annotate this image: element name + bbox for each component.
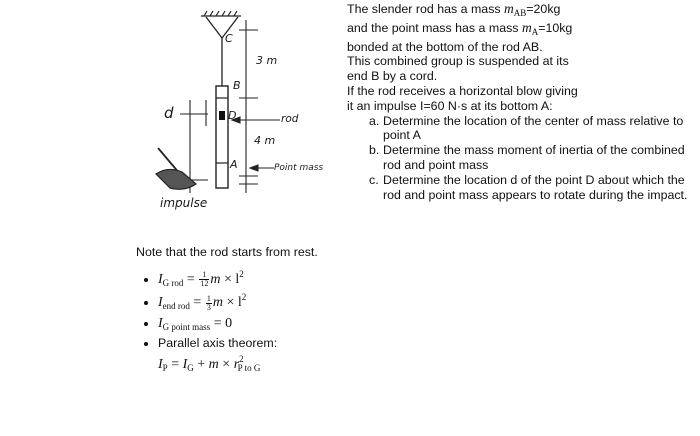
label-d-distance: d (164, 104, 174, 122)
label-d-point: D (228, 109, 237, 122)
formula-i-g-point-mass: • $I_{G point mass} = 0$ (158, 316, 496, 332)
cord (206, 17, 238, 86)
problem-statement (347, 2, 697, 202)
problem-line-4: This combined group is suspended at its (347, 54, 569, 69)
label-three-m: 3 m (256, 54, 278, 67)
point-mass-arrow (250, 165, 274, 171)
rod-arrow (232, 117, 280, 123)
problem-line-5: end B by a cord. (347, 69, 438, 84)
formula-i-g-rod: • $I_{G rod}$ = $\frac{1}{12}$ $m \times l^2$ (158, 269, 496, 288)
problem-line-7: it an impulse I=60 N·s at its bottom A: (347, 98, 553, 113)
problem-line-2: and the point mass has a mass $m_A=10kg$ (347, 19, 573, 37)
point-d-marker (219, 111, 225, 120)
label-four-m: 4 m (254, 134, 276, 147)
ceiling-support (201, 11, 241, 16)
problem-line-6: If the rod receives a horizontal blow giving (347, 83, 578, 98)
question-c: c. Determine the location d of the point D about which the rod and point mass appears to rotate during the impact. (369, 172, 688, 202)
notes-section (136, 245, 496, 373)
formula-parallel-axis: $I_P = I_G + m \times r^2_{P to G}$ (158, 353, 261, 373)
problem-line-3: bonded at the bottom of the rod AB. (347, 39, 543, 54)
parallel-axis-label: • Parallel axis theorem: (158, 336, 496, 350)
rod-diagram (146, 8, 336, 213)
label-rod: rod (281, 113, 299, 125)
formula-list (136, 269, 496, 350)
question-b: b. Determine the mass moment of inertia of the combined rod and point mass (369, 143, 685, 172)
label-b: B (233, 79, 241, 92)
formula-i-end-rod: • $I_{end rod}$ = $\frac{1}{3}$ $m \times l^2$ (158, 292, 496, 311)
label-c: C (225, 32, 233, 45)
question-list (347, 114, 697, 203)
problem-line-1: The slender rod has a mass $m_{AB}=20kg$ (347, 1, 561, 18)
label-a: A (230, 158, 238, 171)
rod-ab (216, 86, 228, 188)
notes-lead: Note that the rod starts from rest. (136, 245, 318, 259)
label-point-mass: Point mass (274, 163, 324, 173)
label-impulse: impulse (160, 196, 208, 210)
question-a: a. Determine the location of the center of mass relative to point A (369, 113, 684, 143)
